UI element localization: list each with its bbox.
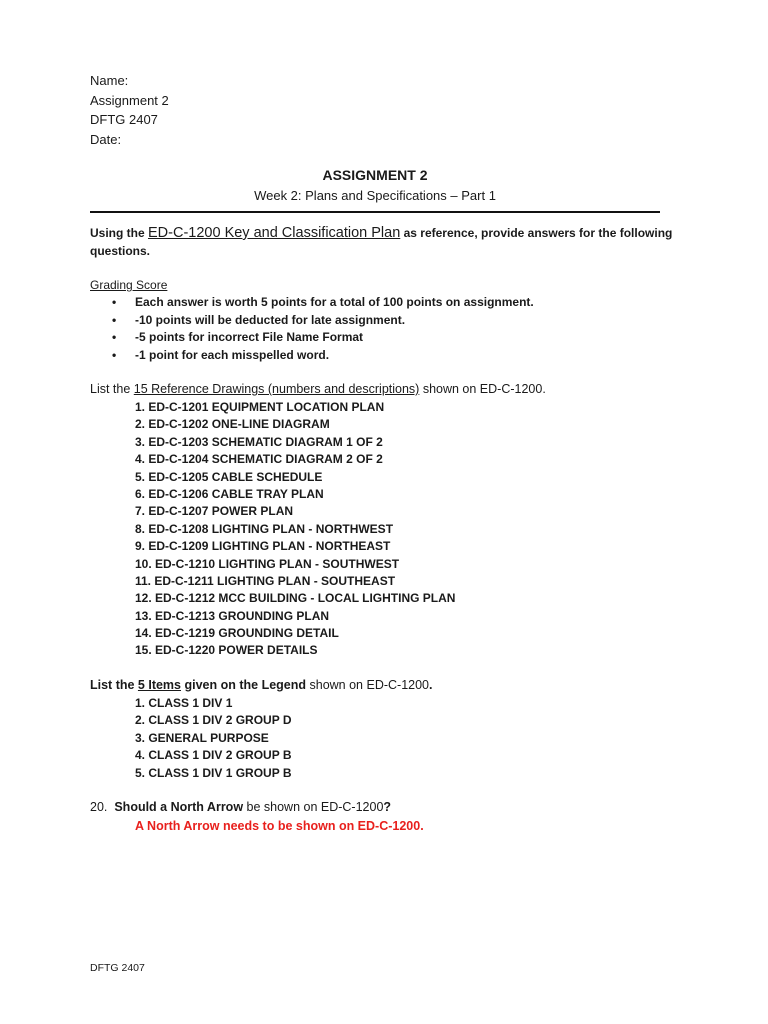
answer-item: 3. ED-C-1203 SCHEMATIC DIAGRAM 1 OF 2: [135, 434, 383, 449]
page-subtitle: Week 2: Plans and Specifications – Part 1: [254, 188, 496, 203]
course-label: DFTG 2407: [90, 112, 158, 127]
header-block: [90, 71, 169, 149]
answer-item: 9. ED-C-1209 LIGHTING PLAN - NORTHEAST: [135, 539, 391, 554]
question-2: List the 5 Items given on the Legend shown on ED-C-1200.: [90, 678, 433, 692]
name-label: Name:: [90, 73, 129, 88]
answer-item: 11. ED-C-1211 LIGHTING PLAN - SOUTHEAST: [135, 573, 396, 588]
answer-item: 13. ED-C-1213 GROUNDING PLAN: [135, 608, 330, 623]
answer-item: 5. CLASS 1 DIV 1 GROUP B: [135, 765, 292, 780]
page-footer: DFTG 2407: [90, 962, 145, 974]
assignment-label: Assignment 2: [90, 92, 169, 108]
list-item: • -1 point for each misspelled word.: [112, 347, 534, 365]
answer-item: 5. ED-C-1205 CABLE SCHEDULE: [135, 469, 323, 484]
reference-document-link[interactable]: ED-C-1200 Key and Classification Plan: [148, 225, 401, 241]
bullet-icon: •: [112, 312, 117, 327]
question-2-answers: [135, 695, 292, 782]
intro-suffix: as reference, provide answers for the following questions.: [90, 226, 673, 258]
list-item: • -5 points for incorrect File Name Format: [112, 329, 534, 347]
question-2-emphasis: 5 Items: [137, 678, 182, 692]
list-item: • -10 points will be deducted for late assignment.: [112, 312, 534, 330]
answer-item: 15. ED-C-1220 POWER DETAILS: [135, 643, 318, 658]
answer-item: 4. CLASS 1 DIV 2 GROUP B: [135, 748, 292, 763]
bullet-icon: •: [112, 295, 117, 309]
bullet-icon: •: [112, 347, 117, 362]
list-item: • Each answer is worth 5 points for a total of 100 points on assignment.: [112, 294, 534, 312]
answer-item: 2. ED-C-1202 ONE-LINE DIAGRAM: [135, 417, 330, 432]
page-title: ASSIGNMENT 2: [322, 167, 428, 183]
date-label: Date:: [90, 131, 122, 147]
grading-heading: Grading Score: [90, 278, 168, 292]
title-divider: [90, 211, 660, 213]
bullet-icon: •: [112, 330, 117, 344]
question-20: 20. Should a North Arrow be shown on ED-C-1200?: [90, 800, 392, 814]
answer-item: 8. ED-C-1208 LIGHTING PLAN - NORTHWEST: [135, 521, 394, 536]
answer-item: 3. GENERAL PURPOSE: [135, 730, 269, 745]
answer-item: 1. CLASS 1 DIV 1: [135, 696, 233, 710]
question-20-answer: A North Arrow needs to be shown on ED-C-1200.: [135, 819, 424, 833]
answer-item: 4. ED-C-1204 SCHEMATIC DIAGRAM 2 OF 2: [135, 452, 383, 467]
answer-item: 6. ED-C-1206 CABLE TRAY PLAN: [135, 486, 324, 501]
intro-prefix: Using the: [90, 226, 149, 240]
answer-item: 1. ED-C-1201 EQUIPMENT LOCATION PLAN: [135, 400, 385, 414]
answer-item: 2. CLASS 1 DIV 2 GROUP D: [135, 713, 292, 728]
question-1-emphasis: 15 Reference Drawings (numbers and descriptions): [133, 382, 420, 396]
question-1: List the 15 Reference Drawings (numbers and descriptions) shown on ED-C-1200.: [90, 382, 546, 396]
answer-item: 14. ED-C-1219 GROUNDING DETAIL: [135, 626, 339, 641]
grading-bullet-list: [112, 294, 534, 364]
intro-paragraph: [90, 225, 680, 260]
question-1-answers: [135, 399, 455, 660]
answer-item: 7. ED-C-1207 POWER PLAN: [135, 504, 294, 519]
question-number: 20.: [90, 800, 108, 814]
answer-item: 10. ED-C-1210 LIGHTING PLAN - SOUTHWEST: [135, 556, 400, 571]
answer-item: 12. ED-C-1212 MCC BUILDING - LOCAL LIGHTING PLAN: [135, 591, 456, 606]
